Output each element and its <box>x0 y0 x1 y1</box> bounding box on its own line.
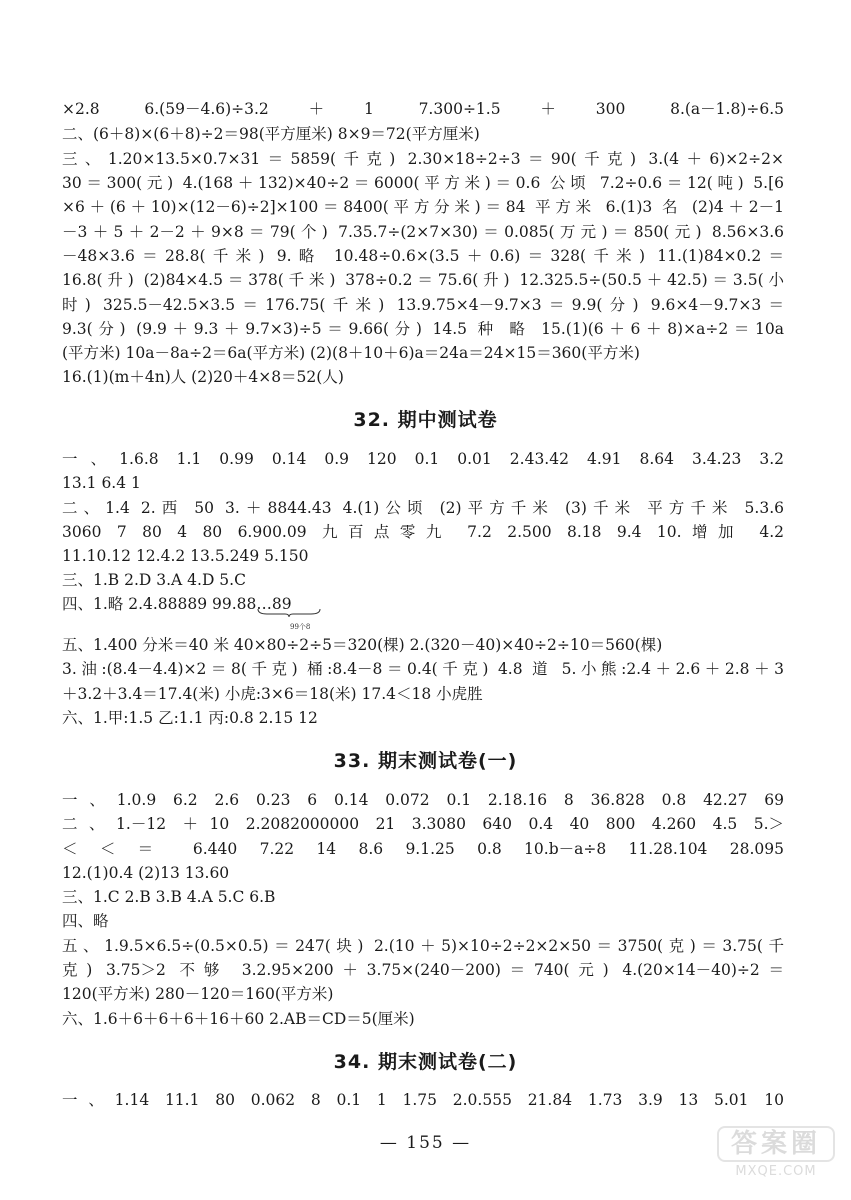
text-line: 120(平方米) 280－120＝160(平方米) <box>62 985 334 1003</box>
page-number: — 155 — <box>379 1133 472 1153</box>
section-heading: 32. 期中测试卷 <box>353 409 498 431</box>
text-line: －3＋5＋2－2＋9×8＝79(个) 7.35.7÷(2×7×30)＝0.085(万元)＝850(元) 8.56×3.6 <box>62 223 784 241</box>
text-line: 一、1.6.8 1.1 0.99 0.14 0.9 120 0.1 0.01 2.43.42 4.91 8.64 3.4.23 3.2 <box>62 450 784 468</box>
text-line: 三、1.C 2.B 3.B 4.A 5.C 6.B <box>62 888 276 906</box>
text-line: 时) 325.5－42.5×3.5＝176.75(千米) 13.9.75×4－9.7×3＝9.9(分) 9.6×4－9.7×3＝ <box>62 296 784 314</box>
text-line: 3060 7 80 4 80 6.900.09 九百点零九 7.2 2.500 8.18 9.4 10.增加 4.2 <box>62 523 784 541</box>
text-line: 30＝300(元) 4.(168＋132)×40÷2＝6000(平方米)＝0.6 公顷 7.2÷0.6＝12(吨) 5.[6 <box>62 174 784 192</box>
section-heading: 33. 期末测试卷(一) <box>333 750 518 772</box>
text-line: 12.(1)0.4 (2)13 13.60 <box>62 864 230 882</box>
text-line: 13.1 6.4 1 <box>62 474 141 492</box>
text-line: 9.3(分) (9.9＋9.3＋9.7×3)÷5＝9.66(分) 14.5 种 略 15.(1)(6＋6＋8)×a÷2＝10a <box>62 320 784 338</box>
text-line: 一、1.0.9 6.2 2.6 0.23 6 0.14 0.072 0.1 2.18.16 8 36.828 0.8 42.27 69 <box>62 791 784 809</box>
text-line: ＜ ＜ ＝ 6.440 7.22 14 8.6 9.1.25 0.8 10.b－a÷8 11.28.104 28.095 <box>62 840 784 858</box>
watermark-url: MXQE.COM <box>735 1164 817 1179</box>
text-line: 二、1.－12 ＋10 2.2082000000 21 3.3080 640 0.4 40 800 4.260 4.5 5.＞ <box>62 815 784 833</box>
text-line: －48×3.6＝28.8(千米) 9.略 10.48÷0.6×(3.5＋0.6)＝328(千米) 11.(1)84×0.2＝ <box>62 247 784 265</box>
text-line: 二、(6＋8)×(6＋8)÷2＝98(平方厘米) 8×9＝72(平方厘米) <box>62 125 480 143</box>
text-line: 六、1.6＋6＋6＋6＋16＋60 2.AB＝CD＝5(厘米) <box>62 1010 415 1028</box>
underbrace-note: 99个8 <box>290 623 311 631</box>
text-line: 11.10.12 12.4.2 13.5.249 5.150 <box>62 547 309 565</box>
text-line: 16.(1)(m＋4n)人 (2)20＋4×8＝52(人) <box>62 368 344 386</box>
watermark-logo <box>717 1126 835 1186</box>
text-line: 16.8(升) (2)84×4.5＝378(千米) 378÷0.2＝75.6(升) 12.325.5÷(50.5＋42.5)＝3.5(小 <box>62 271 784 289</box>
watermark-text: 答案圈 <box>717 1126 835 1162</box>
text-line: ×2.8 6.(59－4.6)÷3.2＋1 7.300÷1.5＋300 8.(a－1.8)÷6.5 <box>62 100 784 118</box>
text-line: 克) 3.75＞2 不够 3.2.95×200＋3.75×(240－200)＝740(元) 4.(20×14－40)÷2＝ <box>62 961 784 979</box>
text-line: ×6＋(6＋10)×(12－6)÷2]×100＝8400(平方分米)＝84 平方米 6.(1)3 名 (2)4＋2－1 <box>62 198 784 216</box>
text-line: 四、1.略 2.4.88889 99.88…89 <box>62 595 292 613</box>
text-line: 五、1.9.5×6.5÷(0.5×0.5)＝247(块) 2.(10＋5)×10÷2÷2×2×50＝3750(克)＝3.75(千 <box>62 937 784 955</box>
text-line: ＋3.2＋3.4＝17.4(米) 小虎:3×6＝18(米) 17.4＜18 小虎胜 <box>62 685 483 703</box>
text-line: 五、1.400 分米＝40 米 40×80÷2÷5＝320(棵) 2.(320－40)×40÷2÷10＝560(棵) <box>62 636 663 654</box>
text-line: 二、1.4 2.西 50 3.＋8844.43 4.(1)公顷 (2)平方千米 (3)千米 平方千米 5.3.6 <box>62 499 784 517</box>
text-line: 一、1.14 11.1 80 0.062 8 0.1 1 1.75 2.0.555 21.84 1.73 3.9 13 5.01 10 <box>62 1091 784 1109</box>
text-line: 三、1.20×13.5×0.7×31＝5859(千克) 2.30×18÷2÷3＝90(千克) 3.(4＋6)×2÷2× <box>62 150 784 168</box>
text-line: 三、1.B 2.D 3.A 4.D 5.C <box>62 571 246 589</box>
underbrace-mark <box>257 608 321 618</box>
text-line: (平方米) 10a－8a÷2＝6a(平方米) (2)(8＋10＋6)a＝24a＝24×15＝360(平方米) <box>62 344 640 362</box>
text-line: 3.油:(8.4－4.4)×2＝8(千克) 桶:8.4－8＝0.4(千克) 4.8 道 5.小熊:2.4＋2.6＋2.8＋3 <box>62 660 784 678</box>
text-line: 四、略 <box>62 912 109 930</box>
text-line: 六、1.甲:1.5 乙:1.1 丙:0.8 2.15 12 <box>62 709 318 727</box>
section-heading: 34. 期末测试卷(二) <box>333 1051 518 1073</box>
